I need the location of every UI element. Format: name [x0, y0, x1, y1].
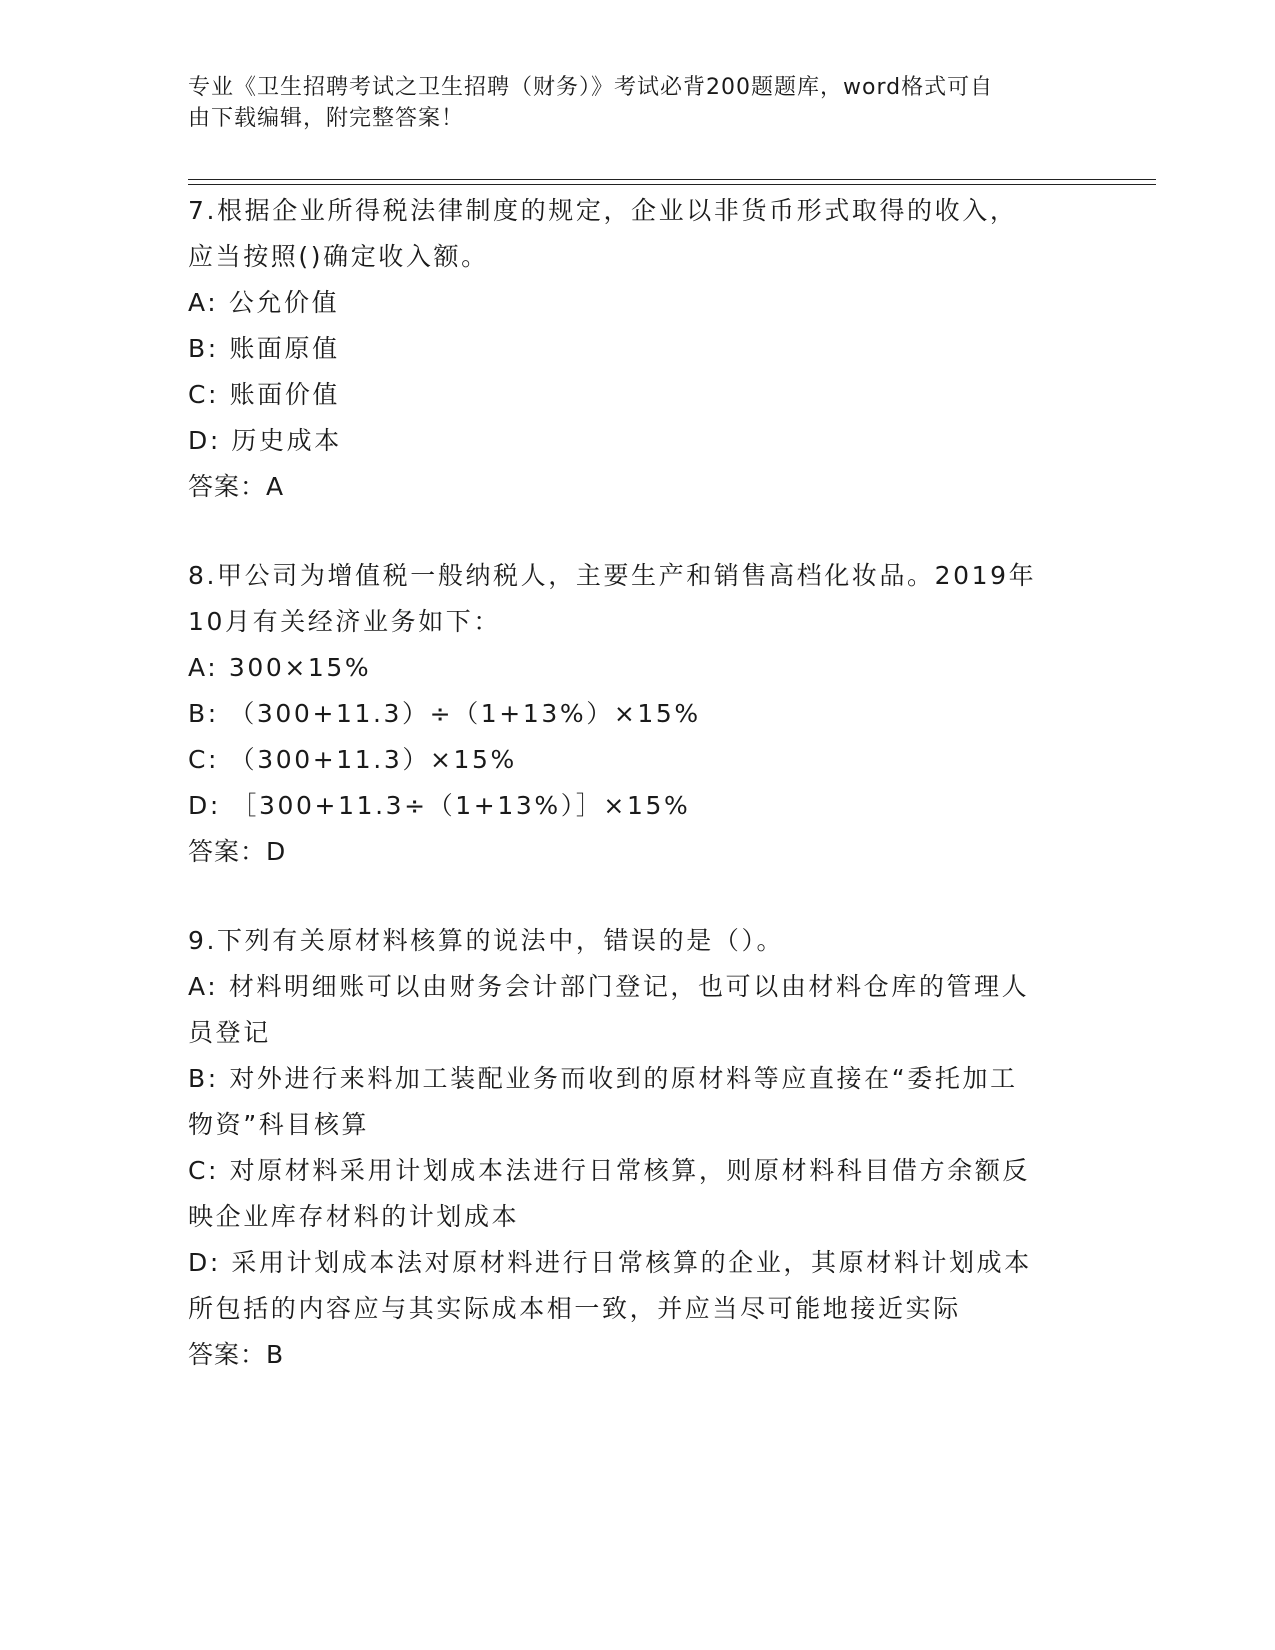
option-b: B: 账面原值	[188, 334, 340, 363]
header-divider-bottom	[188, 184, 1156, 185]
option-d: D: 历史成本	[188, 426, 342, 455]
option-d: D: ［300+11.3÷（1+13%）］×15%	[188, 791, 691, 820]
question-stem-line: 9.下列有关原材料核算的说法中，错误的是（）。	[188, 926, 785, 955]
option-d: D: 采用计划成本法对原材料进行日常核算的企业，其原材料计划成本	[188, 1248, 1032, 1277]
question-stem-line: 应当按照()确定收入额。	[188, 242, 489, 271]
option-b: B: 对外进行来料加工装配业务而收到的原材料等应直接在“委托加工	[188, 1064, 1018, 1093]
document-header	[188, 72, 1068, 134]
answer-label: 答案：D	[188, 837, 287, 866]
header-line: 由下载编辑，附完整答案！	[188, 106, 465, 131]
question-9	[188, 918, 1088, 1378]
option-a: A: 300×15%	[188, 653, 372, 682]
answer-label: 答案：A	[188, 472, 285, 501]
question-7	[188, 188, 1088, 510]
option-a: A: 公允价值	[188, 288, 340, 317]
header-divider-top	[188, 179, 1156, 180]
option-b-continued: 物资”科目核算	[188, 1110, 370, 1139]
option-a-continued: 员登记	[188, 1018, 271, 1047]
option-c: C: （300+11.3）×15%	[188, 745, 517, 774]
option-a: A: 材料明细账可以由财务会计部门登记，也可以由材料仓库的管理人	[188, 972, 1030, 1001]
option-d-continued: 所包括的内容应与其实际成本相一致，并应当尽可能地接近实际	[188, 1294, 961, 1323]
question-8	[188, 553, 1088, 875]
answer-label: 答案：B	[188, 1340, 285, 1369]
option-c-continued: 映企业库存材料的计划成本	[188, 1202, 520, 1231]
question-stem-line: 10月有关经济业务如下：	[188, 607, 502, 636]
question-stem-line: 8.甲公司为增值税一般纳税人，主要生产和销售高档化妆品。2019年	[188, 561, 1037, 590]
option-c: C: 对原材料采用计划成本法进行日常核算，则原材料科目借方余额反	[188, 1156, 1031, 1185]
header-line: 专业《卫生招聘考试之卫生招聘（财务）》考试必背200题题库，word格式可自	[188, 75, 994, 100]
option-c: C: 账面价值	[188, 380, 341, 409]
question-stem-line: 7.根据企业所得税法律制度的规定，企业以非货币形式取得的收入，	[188, 196, 1018, 225]
option-b: B: （300+11.3）÷（1+13%）×15%	[188, 699, 701, 728]
